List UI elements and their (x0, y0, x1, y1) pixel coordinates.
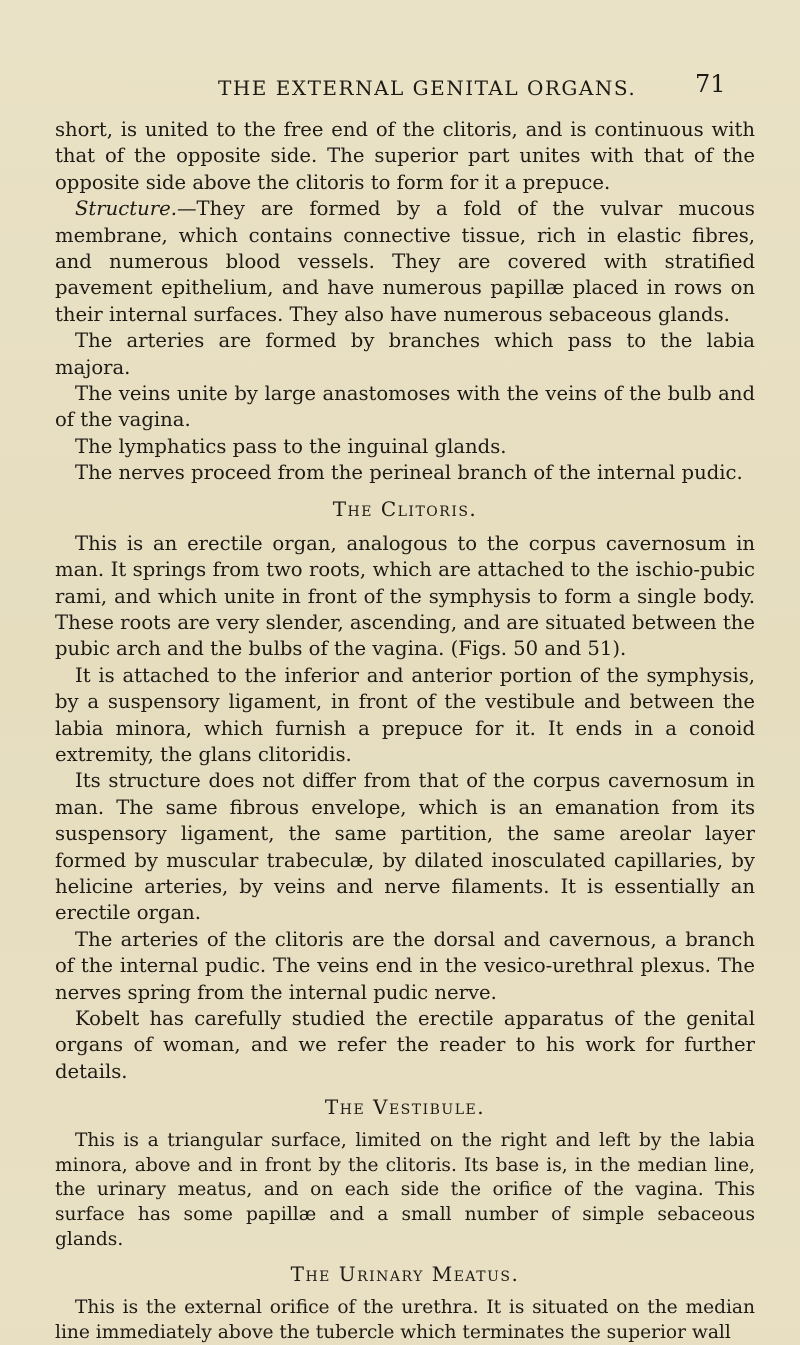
running-head (0, 70, 800, 106)
running-title: THE EXTERNAL GENITAL ORGANS. (218, 76, 637, 100)
body-text (55, 117, 755, 1345)
page-number: 71 (695, 70, 726, 98)
urinary-meatus-paragraph: This is the external orifice of the urethra. It is situated on the median line immediately above the tubercle which terminates the superior wall (55, 1297, 755, 1343)
clitoris-paragraph-2: It is attached to the inferior and anterior portion of the symphysis, by a suspensory ligament, in front of the vestibule and between the labia minora, which furnish a prepuce for it. It ends in a conoid extremity, the glans clitoridis. (55, 663, 755, 766)
clitoris-paragraph-5: Kobelt has carefully studied the erectile apparatus of the genital organs of woman, and we refer the reader to his work for further details. (55, 1007, 755, 1083)
labia-veins-paragraph: The veins unite by large anastomoses with the veins of the bulb and of the vagina. (55, 382, 755, 432)
structure-label: Structure. (75, 197, 177, 221)
vestibule-paragraph: This is a triangular surface, limited on the right and left by the labia minora, above and in front by the clitoris. Its base is, in the median line, the urinary meatus, and on each side the orifice of the vagina. This surface has some papillæ and a small number of simple sebaceous glands. (55, 1130, 755, 1250)
urinary-meatus-heading: The Urinary Meatus. (290, 1262, 520, 1287)
clitoris-paragraph-3: Its structure does not differ from that of the corpus cavernosum in man. The same fibrous envelope, which is an emanation from its suspensory ligament, the same partition, the same areolar layer formed by muscular trabeculæ, by dilated inosculated capillaries, by helicine arteries, by veins and nerve filaments. It is essentially an erectile organ. (55, 769, 755, 925)
structure-text: —They are formed by a fold of the vulvar mucous membrane, which contains connective tissue, rich in elastic fibres, and numerous blood vessels. They are covered with stratified pavement epithelium, and have numerous papillæ placed in rows on their internal surfaces. They also have numerous sebaceous glands. (55, 197, 755, 326)
labia-continuation-paragraph: short, is united to the free end of the clitoris, and is continuous with that of the opposite side. The superior part unites with that of the opposite side above the clitoris to form for it a prepuce. (55, 118, 755, 194)
structure-paragraph (55, 196, 755, 328)
labia-nerves-paragraph: The nerves proceed from the perineal branch of the internal pudic. (75, 461, 743, 485)
vestibule-heading: The Vestibule. (324, 1095, 486, 1120)
labia-arteries-paragraph: The arteries are formed by branches which pass to the labia majora. (55, 329, 755, 379)
clitoris-heading: The Clitoris. (332, 496, 478, 521)
labia-lymphatics-paragraph: The lymphatics pass to the inguinal glands. (75, 434, 507, 458)
clitoris-paragraph-4: The arteries of the clitoris are the dorsal and cavernous, a branch of the internal pudic. The veins end in the vesico-urethral plexus. The nerves spring from the internal pudic nerve. (55, 927, 755, 1004)
clitoris-paragraph-1: This is an erectile organ, analogous to the corpus cavernosum in man. It springs from two roots, which are attached to the ischio-pubic rami, and which unite in front of the symphysis to form a single body. These roots are very slender, ascending, and are situated between the pubic arch and the bulbs of the vagina. (Figs. 50 and 51). (55, 531, 755, 661)
